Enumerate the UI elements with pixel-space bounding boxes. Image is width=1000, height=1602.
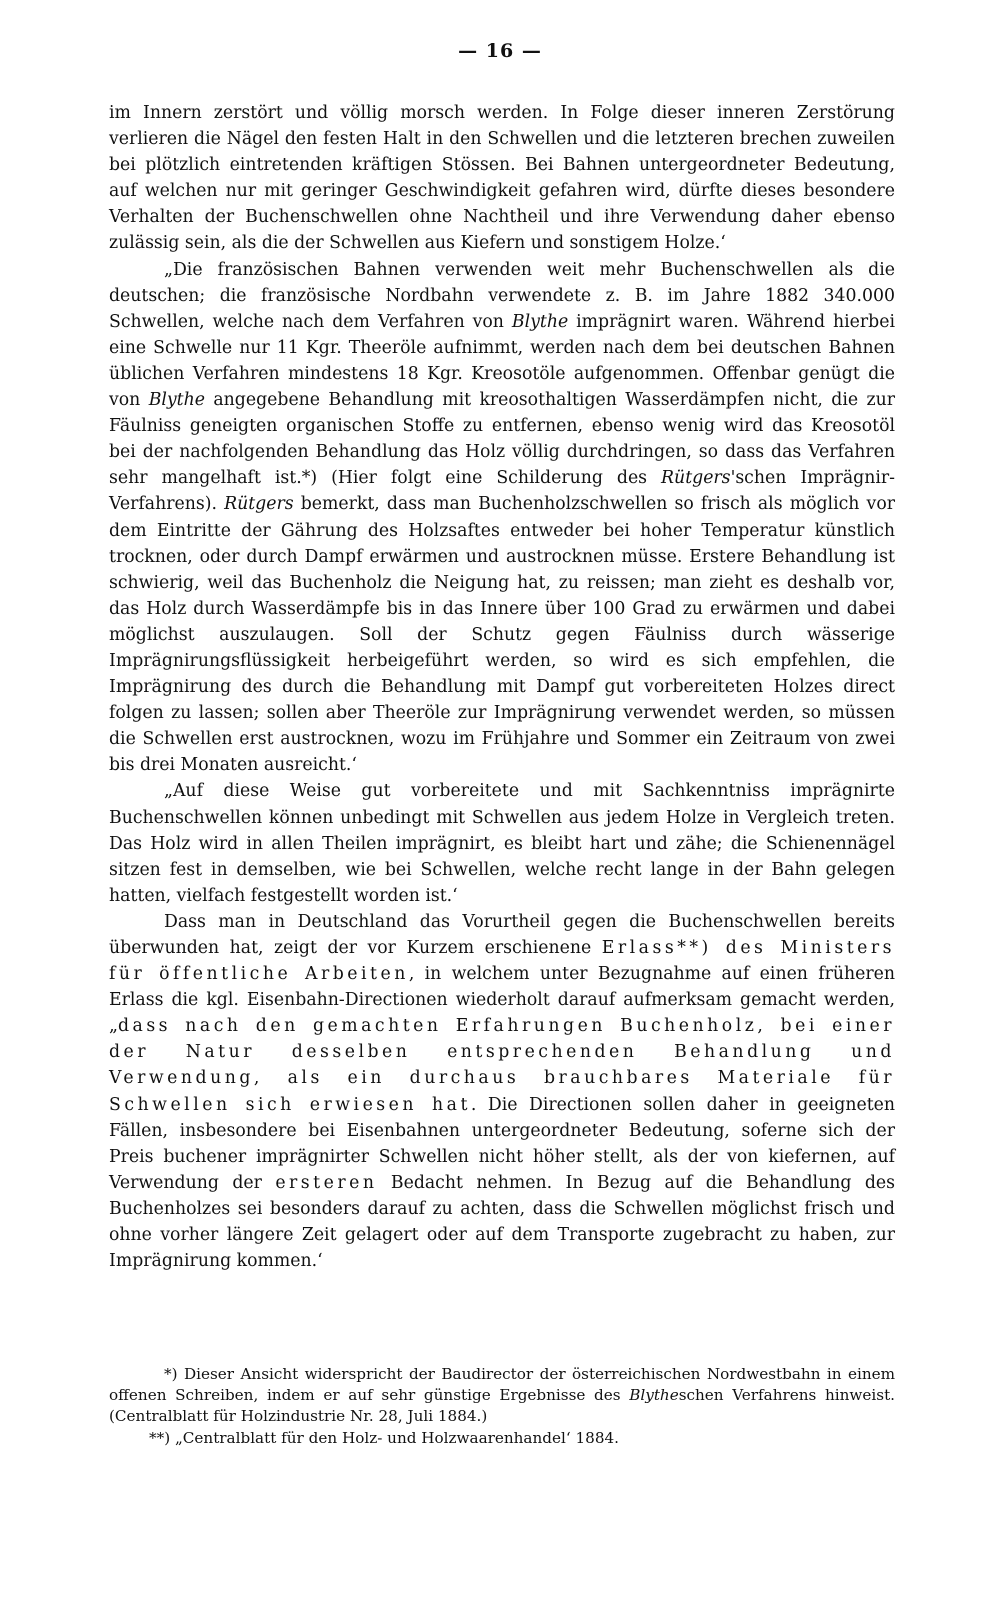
footnotes [109, 1364, 895, 1449]
paragraph-4 [109, 909, 895, 1274]
text-run: **) „Centralblatt für den Holz- und Holzwaarenhandel‘ 1884. [149, 1428, 619, 1447]
text-run: im Innern zerstört und völlig morsch werden. In Folge dieser inneren Zerstörung verlieren die Nägel den festen Halt in den Schwellen und die letzteren brechen zuweilen bei plötzlich eintretenden kräftigen Stössen. Bei Bahnen untergeordneter Bedeutung, auf welchen nur mit geringer Geschwindigkeit gefahren wird, dürfte dieses besondere Verhalten der Buchenschwellen ohne Nachtheil und ihre Verwendung daher ebenso zulässig sein, als die der Schwellen aus Kiefern und sonstigem Holze.‘ [109, 103, 895, 254]
author-name-italic: Blythe [511, 311, 569, 332]
text-run: „Die französischen Bahnen verwenden weit mehr Buchenschwellen als die deutschen; die französische Nordbahn verwendete z. B. im Jahre 1882 340.000 Schwellen, welche nach dem Verfahren von [109, 259, 895, 332]
author-name-italic: Blythe [148, 390, 205, 411]
text-run: schen Verfahrens hinweist. (Centralblatt für Holzindustrie Nr. 28, Juli 1884.) [109, 1386, 895, 1426]
text-run: 'schen Imprägnir-Verfahrens). [109, 468, 895, 515]
paragraph-1 [109, 100, 895, 257]
spaced-emphasis: Erlass**) des Ministers für öffentliche Arbeiten [109, 938, 895, 985]
text-run: . Die Directionen sollen daher in geeigneten Fällen, insbesondere bei Eisenbahnen untergeordneter Bedeutung, soferne sich der Preis buchener imprägnirter Schwellen nicht höher stellt, als der von kiefernen, auf Verwendung der [109, 1094, 896, 1193]
text-run: , in welchem unter Bezugnahme auf einen früheren Erlass die kgl. Eisenbahn-Directionen wiederholt darauf aufmerksam gemacht werden, „ [109, 964, 895, 1037]
text-run: Bedacht nehmen. In Bezug auf die Behandlung des Buchenholzes sei besonders darauf zu achten, dass die Schwellen möglichst frisch und ohne vorher längere Zeit gelagert oder auf dem Transporte zugebracht zu haben, zur Imprägnirung kommen.‘ [109, 1172, 895, 1272]
author-name-italic: Rütgers [661, 468, 731, 489]
footnote-2 [109, 1428, 895, 1449]
text-run: angegebene Behandlung mit kreosothaltigen Wasserdämpfen nicht, die zur Fäulniss geneigten organischen Stoffe zu entfernen, ebenso wenig wird das Kreosotöl bei der nachfolgenden Behandlung das Holz völlig durchdringen, so dass das Verfahren sehr mangelhaft ist.*) (Hier folgt eine Schilderung des [109, 390, 895, 489]
paragraph-3 [109, 778, 895, 908]
text-run: Dass man in Deutschland das Vorurtheil gegen die Buchenschwellen bereits überwunden hat, zeigt der vor Kurzem erschienene [109, 911, 895, 958]
author-name-italic: Blythe [629, 1386, 679, 1405]
body-text [109, 100, 895, 1274]
author-name-italic: Rütgers [224, 494, 294, 515]
page-number: — 16 — [458, 40, 542, 62]
text-run: *) Dieser Ansicht widerspricht der Baudirector der österreichischen Nordwestbahn in einem offenen Schreiben, indem er auf sehr günstige Ergebnisse des [109, 1365, 895, 1405]
spaced-emphasis: ersteren [275, 1172, 378, 1193]
text-run: bemerkt, dass man Buchenholzschwellen so frisch als möglich vor dem Eintritte der Gährung des Holzsaftes entweder bei hoher Temperatur künstlich trocknen, oder durch Dampf erwärmen und austrocknen müsse. Erstere Behandlung ist schwierig, weil das Buchenholz die Neigung hat, zu reissen; man zieht es deshalb vor, das Holz durch Wasserdämpfe bis in das Innere über 100 Grad zu erwärmen und dabei möglichst auszulaugen. Soll der Schutz gegen Fäulniss durch wässerige Imprägnirungsflüssigkeit herbeigeführt werden, so wird es sich empfehlen, die Imprägnirung des durch die Behandlung mit Dampf gut vorbereiteten Holzes direct folgen zu lassen; sollen aber Theeröle zur Imprägnirung verwendet werden, so müssen die Schwellen erst austrocknen, wozu im Frühjahre und Sommer ein Zeitraum von zwei bis drei Monaten ausreicht.‘ [109, 494, 895, 776]
spaced-emphasis: dass nach den gemachten Erfahrungen Buchenholz, bei einer der Natur desselben entsprechenden Behandlung und Verwendung, als ein durchaus brauchbares Materiale für Schwellen sich erwiesen hat [109, 1016, 895, 1115]
footnote-1 [109, 1364, 895, 1428]
text-run: „Auf diese Weise gut vorbereitete und mit Sachkenntniss imprägnirte Buchenschwellen können unbedingt mit Schwellen aus jedem Holze in Vergleich treten. Das Holz wird in allen Theilen imprägnirt, es bleibt hart und zähe; die Schienennägel sitzen fest in demselben, wie bei Schwellen, welche recht lange in der Bahn gelegen hatten, vielfach festgestellt worden ist.‘ [109, 781, 895, 906]
text-run: imprägnirt waren. Während hierbei eine Schwelle nur 11 Kgr. Theeröle aufnimmt, werden nach dem bei deutschen Bahnen üblichen Verfahren mindestens 18 Kgr. Kreosotöle aufgenommen. Offenbar genügt die von [109, 311, 895, 411]
paragraph-2 [109, 257, 895, 779]
